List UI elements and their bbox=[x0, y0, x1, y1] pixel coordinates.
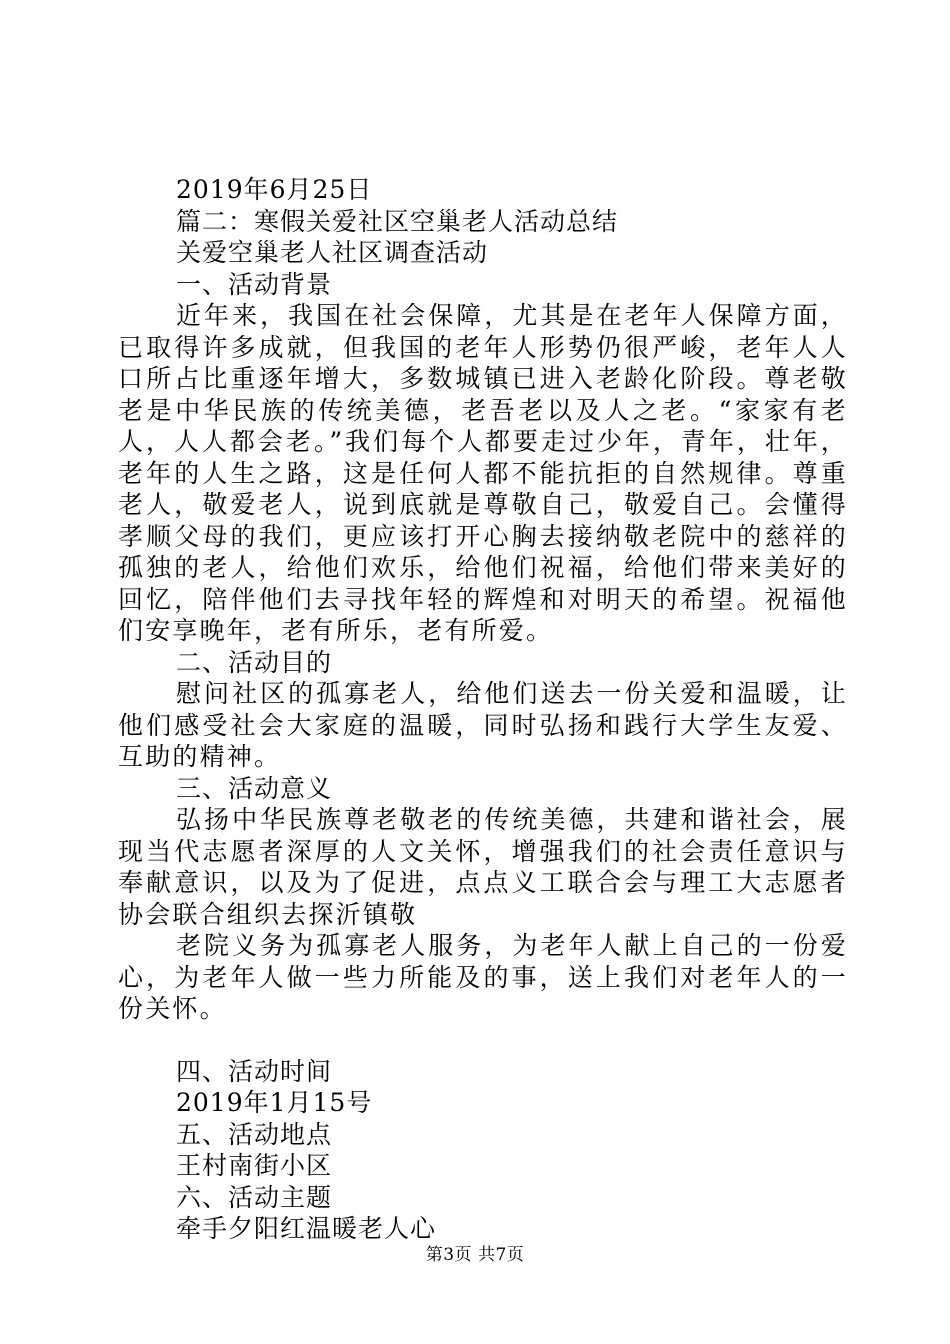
section-value-theme: 牵手夕阳红温暖老人心 bbox=[176, 1214, 437, 1243]
section-heading-significance: 三、活动意义 bbox=[176, 773, 333, 803]
date-line: 2019年6月25日 bbox=[176, 175, 373, 204]
section-value-time: 2019年1月15号 bbox=[176, 1088, 373, 1117]
paragraph-spacer bbox=[118, 1025, 848, 1056]
document-body bbox=[118, 174, 848, 1245]
section-heading-time: 四、活动时间 bbox=[176, 1056, 333, 1086]
section-heading-background: 一、活动背景 bbox=[176, 269, 333, 299]
page-indicator: 第3页 共7页 bbox=[425, 1245, 525, 1265]
section-heading-purpose: 二、活动目的 bbox=[176, 647, 333, 677]
section-body-significance-part2: 老院义务为孤寡老人服务，为老年人献上自己的一份爱心，为老年人做一些力所能及的事，送上我们对老年人的一份关怀。 bbox=[118, 931, 848, 1023]
section-body-background: 近年来，我国在社会保障，尤其是在老年人保障方面，已取得许多成就，但我国的老年人形势仍很严峻，老年人人口所占比重逐年增大，多数城镇已进入老龄化阶段。尊老敬老是中华民族的传统美德，老吾老以及人之老。“家家有老人，人人都会老。”我们每个人都要走过少年，青年，壮年，老年的人生之路，这是任何人都不能抗拒的自然规律。尊重老人，敬爱老人，说到底就是尊敬自己，敬爱自己。会懂得孝顺父母的我们，更应该打开心胸去接纳敬老院中的慈祥的孤独的老人，给他们欢乐，给他们祝福，给他们带来美好的回忆，陪伴他们去寻找年轻的辉煌和对明天的希望。祝福他们安享晚年，老有所乐，老有所爱。 bbox=[118, 301, 848, 645]
section-heading-theme: 六、活动主题 bbox=[176, 1182, 333, 1212]
chapter-title: 篇二：寒假关爱社区空巢老人活动总结 bbox=[176, 206, 619, 236]
section-value-location: 王村南街小区 bbox=[176, 1151, 333, 1180]
section-body-significance-part1: 弘扬中华民族尊老敬老的传统美德，共建和谐社会，展现当代志愿者深厚的人文关怀，增强我们的社会责任意识与奉献意识，以及为了促进，点点义工联合会与理工大志愿者协会联合组织去探沂镇敬 bbox=[118, 805, 848, 929]
section-heading-location: 五、活动地点 bbox=[176, 1119, 333, 1149]
section-body-purpose: 慰问社区的孤寡老人，给他们送去一份关爱和温暖，让他们感受社会大家庭的温暖，同时弘扬和践行大学生友爱、互助的精神。 bbox=[118, 679, 848, 771]
document-subtitle: 关爱空巢老人社区调查活动 bbox=[176, 238, 489, 267]
